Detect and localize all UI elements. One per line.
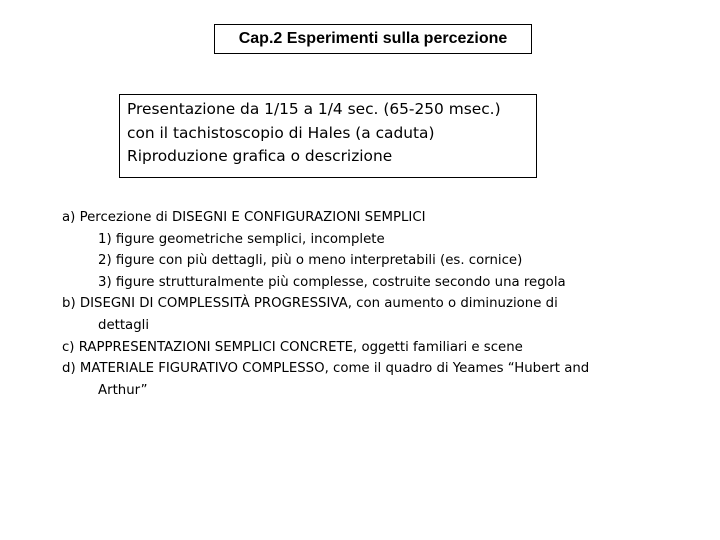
list-item-d-continued: Arthur” (98, 382, 148, 398)
page-title: Cap.2 Esperimenti sulla percezione (214, 24, 532, 54)
list-item-b: b) DISEGNI DI COMPLESSITÀ PROGRESSIVA, con aumento o diminuzione di (62, 296, 558, 312)
info-line-reproduction: Riproduzione grafica o descrizione (127, 147, 393, 165)
list-subitem-a3: 3) figure strutturalmente più complesse, costruite secondo una regola (98, 274, 566, 290)
info-line-duration: Presentazione da 1/15 a 1/4 sec. (65-250 msec.) (127, 100, 501, 118)
list-item-a: a) Percezione di DISEGNI E CONFIGURAZIONI SEMPLICI (62, 210, 426, 225)
list-subitem-a2: 2) figure con più dettagli, più o meno interpretabili (es. cornice) (98, 253, 523, 269)
info-line-tachistoscope: con il tachistoscopio di Hales (a caduta) (127, 123, 435, 142)
experiment-list (62, 207, 682, 401)
list-item-c: c) RAPPRESENTAZIONI SEMPLICI CONCRETE, oggetti familiari e scene (62, 339, 523, 355)
list-item-b-continued: dettagli (98, 317, 150, 333)
presentation-info-box (119, 94, 537, 178)
list-subitem-a1: 1) figure geometriche semplici, incomplete (98, 231, 385, 247)
list-item-d: d) MATERIALE FIGURATIVO COMPLESSO, come il quadro di Yeames “Hubert and (62, 361, 590, 377)
